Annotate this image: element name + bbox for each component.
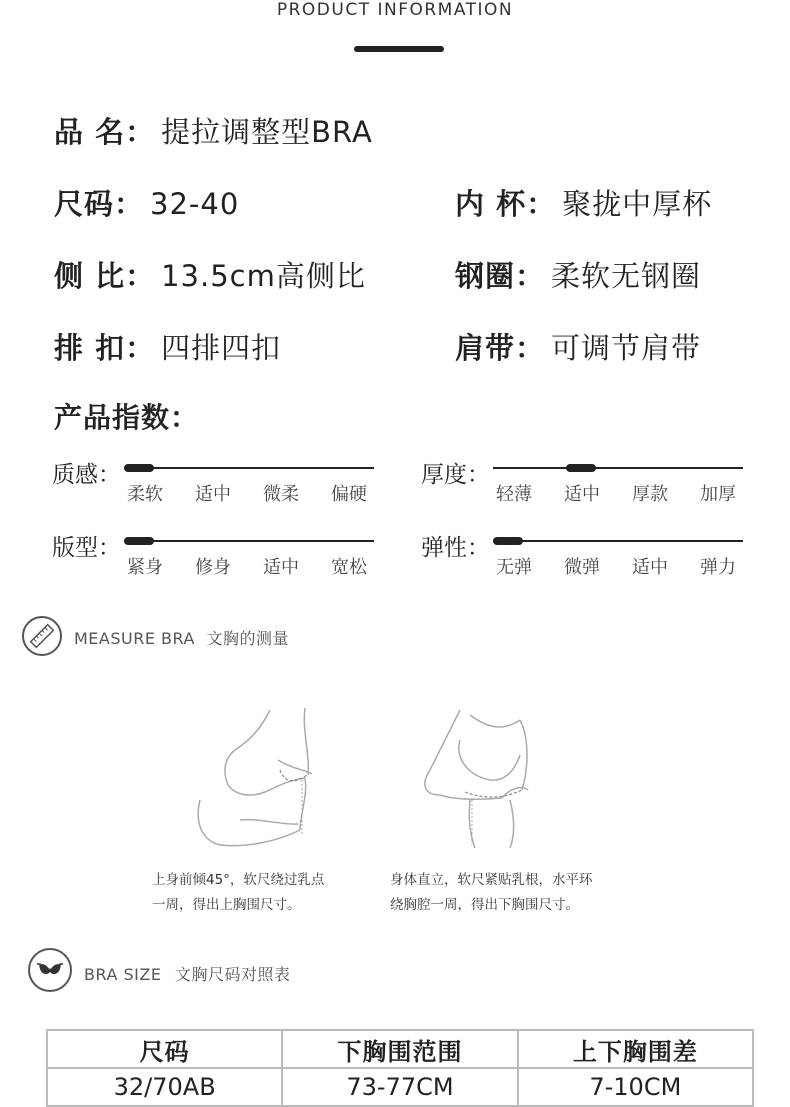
- rating-option: 适中: [263, 557, 299, 578]
- spec-size-label: 尺码：: [54, 187, 145, 221]
- rating-option: 弹力: [700, 557, 736, 578]
- measure-heading-cn: 文胸的测量: [206, 629, 290, 648]
- spec-name-label: 品 名：: [54, 115, 156, 149]
- size-heading-text: [84, 962, 291, 985]
- spec-side: [54, 254, 366, 295]
- rating-track: [493, 467, 743, 469]
- rating-option: 微柔: [263, 484, 299, 505]
- rating-option: 宽松: [331, 557, 367, 578]
- spec-side-value: 13.5cm高侧比: [161, 259, 366, 293]
- measure-heading-text: [74, 626, 289, 649]
- spec-side-label: 侧 比：: [54, 259, 156, 293]
- rating-option: 适中: [564, 484, 600, 505]
- caption-line: 上身前倾45°，软尺绕过乳点: [152, 872, 325, 888]
- table-cell: 7-10CM: [518, 1068, 753, 1106]
- size-heading: [28, 948, 348, 998]
- rating-option: 偏硬: [331, 484, 367, 505]
- rating-option: 适中: [632, 557, 668, 578]
- size-table: [46, 1029, 754, 1107]
- rating-track: [124, 467, 374, 469]
- rating-option: 紧身: [127, 557, 163, 578]
- spec-hook-label: 排 扣：: [54, 331, 156, 365]
- rating-elasticity: [421, 529, 790, 589]
- rating-label: 质感：: [52, 462, 121, 488]
- rating-fit: [52, 529, 422, 589]
- spec-hook: [54, 326, 281, 367]
- spec-name-value: 提拉调整型BRA: [161, 115, 373, 149]
- rating-track: [493, 540, 743, 542]
- rating-option: 微弹: [564, 557, 600, 578]
- rating-thickness: [421, 456, 790, 516]
- spec-size: [54, 182, 239, 223]
- title-underline: [354, 46, 444, 52]
- spec-strap-label: 肩带：: [455, 331, 546, 365]
- under-bust-illustration: [410, 700, 580, 850]
- spec-wire-value: 柔软无钢圈: [551, 259, 702, 293]
- measure-heading: [22, 616, 342, 666]
- caption-line: 身体直立，软尺紧贴乳根，水平环: [390, 872, 593, 888]
- spec-cup-value: 聚拢中厚杯: [562, 187, 713, 221]
- size-heading-cn: 文胸尺码对照表: [175, 965, 291, 984]
- bra-icon: [28, 948, 72, 992]
- spec-wire: [455, 254, 701, 295]
- table-header-row: [47, 1030, 753, 1068]
- column-header-underbust: 下胸围范围: [282, 1030, 517, 1068]
- rating-options: [493, 480, 743, 504]
- rating-option: 修身: [195, 557, 231, 578]
- measure-heading-en: MEASURE BRA: [74, 629, 195, 648]
- column-header-difference: 上下胸围差: [518, 1030, 753, 1068]
- rating-marker: [493, 537, 523, 545]
- spec-cup-label: 内 杯：: [455, 187, 557, 221]
- rating-option: 适中: [195, 484, 231, 505]
- rating-label: 厚度：: [421, 462, 490, 488]
- rating-option: 柔软: [127, 484, 163, 505]
- rating-option: 厚款: [632, 484, 668, 505]
- rating-label: 弹性：: [421, 535, 490, 561]
- rating-texture: [52, 456, 422, 516]
- rating-marker: [124, 464, 154, 472]
- table-row: [47, 1068, 753, 1106]
- rating-options: [124, 553, 374, 577]
- rating-options: [493, 553, 743, 577]
- caption-line: 一周，得出上胸围尺寸。: [152, 897, 301, 913]
- spec-strap-value: 可调节肩带: [551, 331, 702, 365]
- spec-cup: [455, 182, 712, 223]
- rating-track: [124, 540, 374, 542]
- column-header-size: 尺码: [47, 1030, 282, 1068]
- upper-bust-illustration: [180, 700, 350, 850]
- caption-line: 绕胸腔一周，得出下胸围尺寸。: [390, 897, 579, 913]
- rating-option: 加厚: [700, 484, 736, 505]
- spec-size-value: 32-40: [150, 187, 240, 221]
- rating-marker: [566, 464, 596, 472]
- rating-option: 无弹: [496, 557, 532, 578]
- rating-marker: [124, 537, 154, 545]
- rating-options: [124, 480, 374, 504]
- spec-hook-value: 四排四扣: [161, 331, 282, 365]
- size-heading-en: BRA SIZE: [84, 965, 162, 984]
- rating-label: 版型：: [52, 535, 121, 561]
- rating-option: 轻薄: [496, 484, 532, 505]
- index-title: 产品指数：: [54, 401, 200, 434]
- section-title: PRODUCT INFORMATION: [276, 0, 514, 20]
- spec-wire-label: 钢圈：: [455, 259, 546, 293]
- under-bust-caption: [390, 868, 593, 918]
- table-cell: 32/70AB: [47, 1068, 282, 1106]
- spec-name: [54, 110, 373, 151]
- upper-bust-caption: [152, 868, 324, 918]
- spec-strap: [455, 326, 701, 367]
- table-cell: 73-77CM: [282, 1068, 517, 1106]
- ruler-icon: [22, 616, 62, 656]
